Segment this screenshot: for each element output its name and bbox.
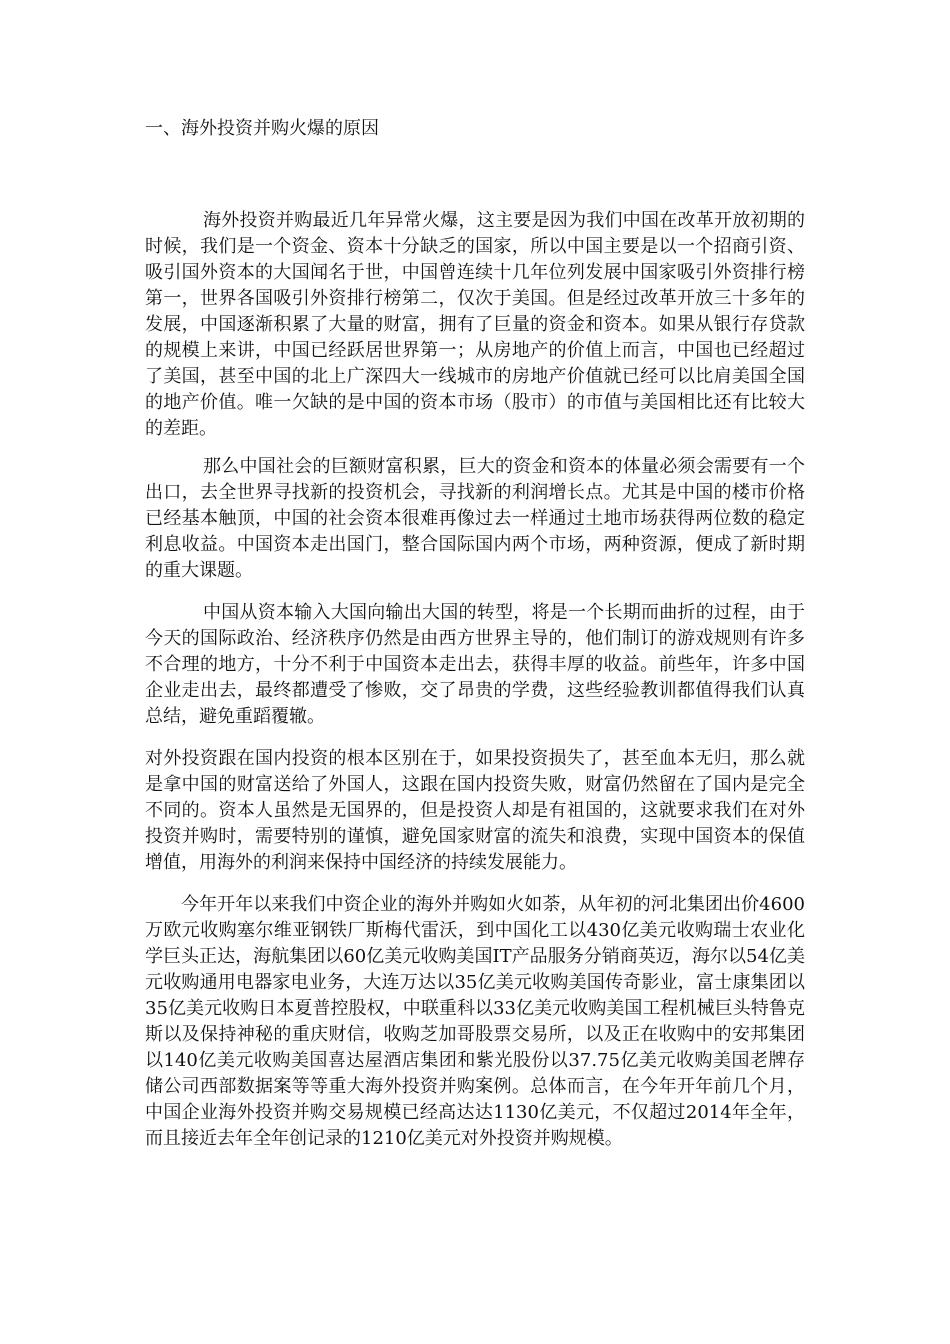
- paragraph-5: 今年开年以来我们中资企业的海外并购如火如荼，从年初的河北集团出价4600万欧元收购塞尔维亚钢铁厂斯梅代雷沃，到中国化工以430亿美元收购瑞士农业化学巨头正达，海航集团以60亿美元收购美国IT产品服务分销商英迈，海尔以54亿美元收购通用电器家电业务，大连万达以35亿美元收购美国传奇影业，富士康集团以35亿美元收购日本夏普控股权，中联重科以33亿美元收购美国工程机械巨头特鲁克斯以及保持神秘的重庆财信，收购芝加哥股票交易所，以及正在收购中的安邦集团以140亿美元收购美国喜达屋酒店集团和紫光股份以37.75亿美元收购美国老牌存储公司西部数据案等等重大海外投资并购案例。总体而言，在今年开年前几个月，中国企业海外投资并购交易规模已经高达达1130亿美元，不仅超过2014年全年，而且接近去年全年创记录的1210亿美元对外投资并购规模。: [145, 894, 805, 1149]
- paragraph-1: 海外投资并购最近几年异常火爆，这主要是因为我们中国在改革开放初期的时候，我们是一个资金、资本十分缺乏的国家，所以中国主要是以一个招商引资、吸引国外资本的大国闻名于世，中国曾连续十几年位列发展中国家吸引外资排行榜第一，世界各国吸引外资排行榜第二，仅次于美国。但是经过改革开放三十多年的发展，中国逐渐积累了大量的财富，拥有了巨量的资金和资本。如果从银行存贷款的规模上来讲，中国已经跃居世界第一；从房地产的价值上而言，中国也已经超过了美国，甚至中国的北上广深四大一线城市的房地产价值就已经可以比肩美国全国的地产价值。唯一欠缺的是中国的资本市场（股市）的市值与美国相比还有比较大的差距。: [145, 210, 805, 439]
- paragraph-2: 那么中国社会的巨额财富积累，巨大的资金和资本的体量必须会需要有一个出口，去全世界寻找新的投资机会，寻找新的利润增长点。尤其是中国的楼市价格已经基本触顶，中国的社会资本很难再像过去一样通过土地市场获得两位数的稳定利息收益。中国资本走出国门，整合国际国内两个市场，两种资源，便成了新时期的重大课题。: [145, 456, 805, 581]
- paragraph-3: 中国从资本输入大国向输出大国的转型，将是一个长期而曲折的过程，由于今天的国际政治、经济秩序仍然是由西方世界主导的，他们制订的游戏规则有许多不合理的地方，十分不利于中国资本走出去，获得丰厚的收益。前些年，许多中国企业走出去，最终都遭受了惨败，交了昂贵的学费，这些经验教训都值得我们认真总结，避免重蹈覆辙。: [145, 602, 805, 727]
- paragraph-4: 对外投资跟在国内投资的根本区别在于，如果投资损失了，甚至血本无归，那么就是拿中国的财富送给了外国人，这跟在国内投资失败，财富仍然留在了国内是完全不同的。资本人虽然是无国界的，但是投资人却是有祖国的，这就要求我们在对外投资并购时，需要特别的谨慎，避免国家财富的流失和浪费，实现中国资本的保值增值，用海外的利润来保持中国经济的持续发展能力。: [145, 748, 805, 873]
- section-heading: 一、海外投资并购火爆的原因: [145, 118, 379, 139]
